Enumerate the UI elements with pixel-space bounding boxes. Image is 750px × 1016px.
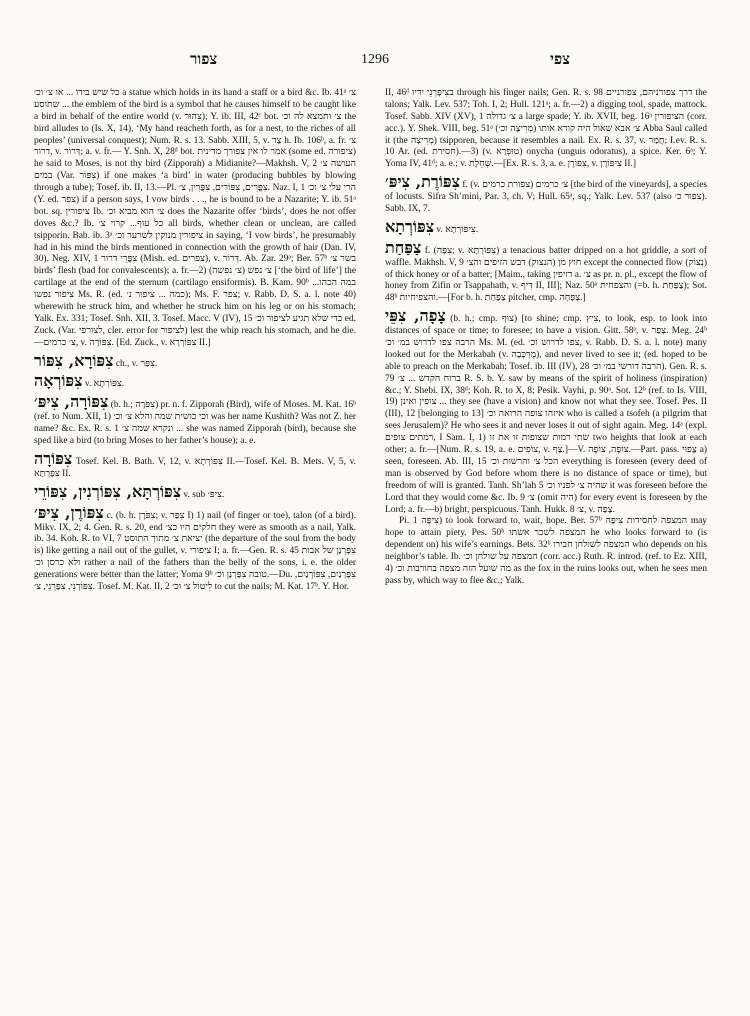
entry-definition: ch., v. צִפַּר. — [115, 358, 158, 369]
entry-definition: f. (v. צפורת כרמים) צ׳ כרמים [the bird of the vineyards], a species of locusts. Sifra Sh’mini, Par. 3, ch. V; Hull. 65ᵃ, sq.; Yalk. Lev. 537 (also צפור כ׳). Sabb. IX, 7. — [385, 180, 707, 215]
dictionary-entry — [385, 173, 707, 216]
dictionary-entry — [34, 450, 356, 481]
entry-headword: צִפּוֹרְאָה — [34, 371, 83, 391]
entry-definition: (b. h.; צִפֹּרָה) pr. n. f. Zipporah (Bird), wife of Moses. M. Kat. 16ᵇ (ref. to Num. XII, 1) וכי כושית שמה והלא צ׳ וכ׳ was her name Kushith? Was not Z. her name? &c. Ex. R. s. 1 ונקרא שמה צ׳ ... she was named Zipporah (bird), because she sped like a bird (to bring Moses to her father’s house); a. e. — [34, 400, 356, 447]
entry-headword: צִפּוֹרָה — [34, 448, 73, 468]
entry-definition: (b. h.; cmp. צוּף) [to shine; cmp. צִיץ, to look, esp. to look into distances of space or time; to foresee; to have a vision. Gitt. 58ᵃ, v. צָפַר. Meg. 24ᵇ הרבה צפו לדרוש במ׳ וכ׳ Ms. M. (ed. צפו לדרוש וכ׳, v. Rabb. D. S. a. l. note) many looked out for the Merkabah (v. מֶרְכָּבָה), and never lived to see it; (ed. hoped to be able to preach on the Merkabah; Tosef. ib. III (IV), 28 הרבה דורשי במ׳ וכ׳). Gen. R. s. 79 ברוח הקדש ... צ׳ R. S. b. Y. saw by means of the spirit of holiness (inspiration) &c.; Y. Shebi. IX, 38ᵈ; Koh. R. to X, 8; Pesik. Vayhi, p. 90ᵃ. Sot. 12ᵇ (ref. to Is. VIII, 19) צופין ואינן ... they see (have a vision) and know not what they see. Tosef. Pes. II (III), 12 [belonging to 13] איזהו צופה הרואה וכ׳ who is called a tsofeh (a pilgrim that sees Jerusalem)? He who sees it and never loses it out of sight again. Meg. 14ᵃ (expl. רמתים צופים, I Sam. I, 1) שתי רמות שצופות זו את זו two heights that look at each other; a. fr.—[Num. R. s. 19, a. e. צוֹפִים, v. צַף.]—V. צוֹפָה, צוֹפֶה.—Part. pass. צָפוּי a) seen, foreseen. Ab. III, 15 הכל צ׳ והרשות וכ׳ everything is foreseen (every deed of man is observed by God before whom there is no distance of space or time), but freedom of will is granted. Tanh. Sh’lah 5 שהיה צ׳ לפניו וכ׳ it was foreseen before the Lord that they would come &c. Ib. 9 צ׳ (omit היה) for every event is foreseen by the Lord; a. fr.—b) bright, perspicuous. Tanh. Hukk. 8 צ׳, v. צָפָה. — [385, 314, 707, 515]
entry-text: II, 46ᵈ בצִיפָּרְנֵי ידיו through his finger nails; Gen. R. s. 98 דרך צפורניהם, צפורניים the talons; Yalk. Lev. 537; Toh. I, 2; Hull. 121ᵃ; a. fr.—2) a digging tool, spade, mattock. Tosef. Sabb. XIV (XV), 1 צ׳ גדולה a large spade; Y. ib. XVII, beg. 16ᵃ הציפורין (corr. acc.). Y. Shek. VIII, beg. 51ᵃ צ׳ אבא שאול היה קורא אותו (מְרִיצָה וכ׳) Abba Saul called it (the מְרִיצָה) tsipporen, because it resembles a nail. Ex. R. s. 37, v. חֲמַר; Lev. R. s. 10 Ar. (ed. חסירת).—3) (v. טוּפְרָא) onycha (unguis odoratus), a spice. Ker. 6ᵃ; Y. Yoma IV, 41ᵈ; a. e.; v. שְׁחֵלֶת.—[Ex. R. s. 3, a. e. צִפּוֹרֶן, v. צִיפּוֹרֶן II.] — [385, 88, 707, 170]
entry-headword: צִפּוֹרְתָּא, צִפּוֹרְנִין, צִפּוֹרֵי — [34, 481, 182, 501]
entry-text: Pi. צִיפָּה 1) to look forward to, wait, hope. Ber. 57ᵇ המצפה לחסידות צִיפָּה may hope to attain piety. Pes. 50ᵇ המצפה לשכר אשתו he who looks forward to (is dependent on) his wife’s earnings. Bets. 32ᵇ המצפה לשולחן חבירו who depends on his neighbor’s table. Ib. המצפה על שולחן וכ׳ (corr. acc.) Ruth. R. introd. (ref. to Ez. XIII, 4) מה שועל הזה מצפה בחורבות וכ׳ as the fox in the ruins looks out, when he sees men pass by, which way to flee &c.; Yalk. — [385, 516, 707, 586]
entry-definition: Tosef. Kel. B. Bath. V, 12, v. צִפּוֹרְתָא II.—Tosef. Kel. B. Mets. V, 5, v. צִפָּרְתָּא II. — [34, 456, 356, 479]
dictionary-entry — [34, 393, 356, 448]
entry-definition: v. צִיפּוֹרְתָא. — [436, 224, 479, 235]
page-header — [30, 52, 720, 74]
dictionary-entry — [385, 218, 707, 237]
dictionary-entry — [34, 372, 356, 391]
running-head-right: צפי — [550, 52, 570, 68]
dictionary-entry — [34, 504, 356, 594]
entry-headword: צִפּוֹרָה, צִיפּ׳ — [34, 392, 109, 412]
dictionary-entry — [34, 483, 356, 502]
entry-headword: צִפּוֹרֶת, צִיפּ׳ — [385, 172, 460, 192]
right-column — [385, 88, 707, 1003]
entry-text: כל שיש בידו ... או צ׳ וכ׳ a statue which holds in its hand a staff or a bird &c. Ib. 41ᵃ צ׳ שתוסע ... the emblem of the bird is a symbol that he causes himself to be caught like a bird in behalf of the entire world (v. צֵהוּר); Y. ib. III, 42ᶜ bot. צ׳ ותמצא לה וכ׳ the bird alludes to (Is. X, 14), ‘My hand reacheth forth, as for a nest, to the riches of all peoples’ (universal conquest); Num. R. s. 13. Sabb. XIII, 5, v. צַד h. Ib. 106ᵇ, a. fr. צ׳ דרור, v. דְּרוֹר; a. v. fr.— Y. Snh. X, 28ᵈ bot. אמר לו אין צפורך מדינית (some ed. ציפורה) he said to Moses, is not thy bird (Zipporah) a Midianite?—Makhsh. V, 2 העושה צ׳ במים (Var. צִפּוֹר) if one makes ‘a bird’ in water (producing bubbles by blowing through a tube); Tosef. ib. II, 13.—Pl. צִפֳּרִים, צִפּוֹרִים, צִפֳּרִין, צ׳. Naz. I, 1 הרי עלי צ׳ וכ׳ (Y. ed. צפר) if a person says, I vow birds . . ., he is bound to be a Nazarite; Y. ib. 51ᵃ bot. sq. ציפורין Ib. צ׳ הוא מביא וכ׳ does the Nazarite offer ‘birds’, does he not offer doves &c.? Ib. כל עוף... קרוי צ׳ all birds, whether clean or unclean, are called tsipporin. Bab. ib. 3ᵃ ציפורין מנוקין לשרער וכ׳ in saying, ‘I vow birds’, he presumably had in his mind the birds mentioned in connection with the growth of hair (Dan. IV, 30). Neg. XIV, 1 צִפֳּרֵי דרור (Mish. ed. צפרים), v. דְּרוֹר. Ab. Zar. 29ᵃ; Ber. 57ᵇ בשר צ׳ birds’ flesh (bad for convalescents); a. fr.—2) צ׳ נפש (צ׳ נפשה) [‘the bird of life’] the cartilage at the end of the sternum (cartilago ensiformis). B. Kam. 90ᵇ במה הכהו... ציפור נפשו Ms. R. (ed. כמה ... ציפור נ׳); Ms. F. צפר; v. Rabb. D. S. a. l. note 40) wherewith he struck him, and whether he struck him on his leg or on his stomach; Yalk. Ex. 331; Tosef. Snh. XII, 3. Tosef. Macc. V (IV), 15 כדי שלא תגיע לציפור וכ׳ ed. Zuck. (Var. לצורפי, cler. error for לציפור) lest the whip reach his stomach, and he die.—צ׳ כרמים, v. צִפּוֹרָה. [Ed. Zuck., v. צִפּוֹרְרָא II.] — [34, 88, 356, 348]
entry-headword: צִפּוֹרָא, צִפּוֹר — [34, 350, 114, 370]
running-head-left: צפור — [190, 52, 218, 68]
entry-headword: צָפָה, צִפֵּי — [385, 306, 446, 326]
page-number: 1296 — [361, 52, 389, 67]
entry-definition: c. (b. h. צִפֹּרֶן; v. צִפַּר I) 1) nail (of finger or toe), talon (of a bird). Mikv. IX, 2; 4. Gen. R. s. 20, end חלקים היו כצ׳ they were as smooth as a nail, Yalk. ib. 34. Koh. R. to VI, 7 יציאת צ׳ מתוך התוסט (the departure of the soul from the body is) like getting a nail out of the gullet, v. ציפורי I; a. fr.—Gen. R. s. 45 צִפָּרְנָן של אבות ולא כרסן וכ׳ rather a nail of the fathers than the belly of the sons, i. e. the older generations were better than the latter; Yoma 9ᵇ טובה צִפָּרְנָן וכ׳.—Du. צִפָּרְנַיִם, צִפּוֹרְנַיִם, צִפּוֹרְנֵי, צִפָּרְנֵי, צ׳. Tosef. M. Kat. II, 2 לִיטוֹל צ׳ וכ׳ to cut the nails; M. Kat. 17ᵇ. Y. Hor. — [34, 510, 356, 592]
dictionary-entry — [34, 352, 356, 371]
entry-headword: צִפּוֹרֶן, צִיפּ׳ — [34, 502, 104, 522]
entry-definition: v. sub צִיפּ׳. — [183, 489, 225, 500]
entry-headword: צַפַּחַת — [385, 237, 422, 257]
entry-headword: צִפּוֹרְתָא — [385, 216, 435, 236]
left-column — [34, 88, 356, 1003]
entry-definition: v. צִפּוֹרְתָא. — [84, 379, 125, 390]
dictionary-entry — [385, 307, 707, 516]
entry-definition: f. (צִפָּה; v. צִפּוֹרְתָא) a tenacious batter dripped on a hot griddle, a sort of waffle. Makhsh. V, 9 חוץ מן (הנצוק) דבש הזיפים והצ׳ except the connected flow (נְצוֹק) of thick honey or of a batter; [Maim., taking דזיפין a. צ׳ as pr. n. pl., except the flow of honey from Zifin or Tsappahath, v. דִּיף II, III]; Naz. 50ᵃ והצפחית (=b. h. צַפַּחַת); Sot. 48ᵇ והצפיחיות.—[For b. h. צַפַּחַת pitcher, cmp. צַפְּחָה.] — [385, 245, 707, 304]
dictionary-entry — [385, 239, 707, 305]
